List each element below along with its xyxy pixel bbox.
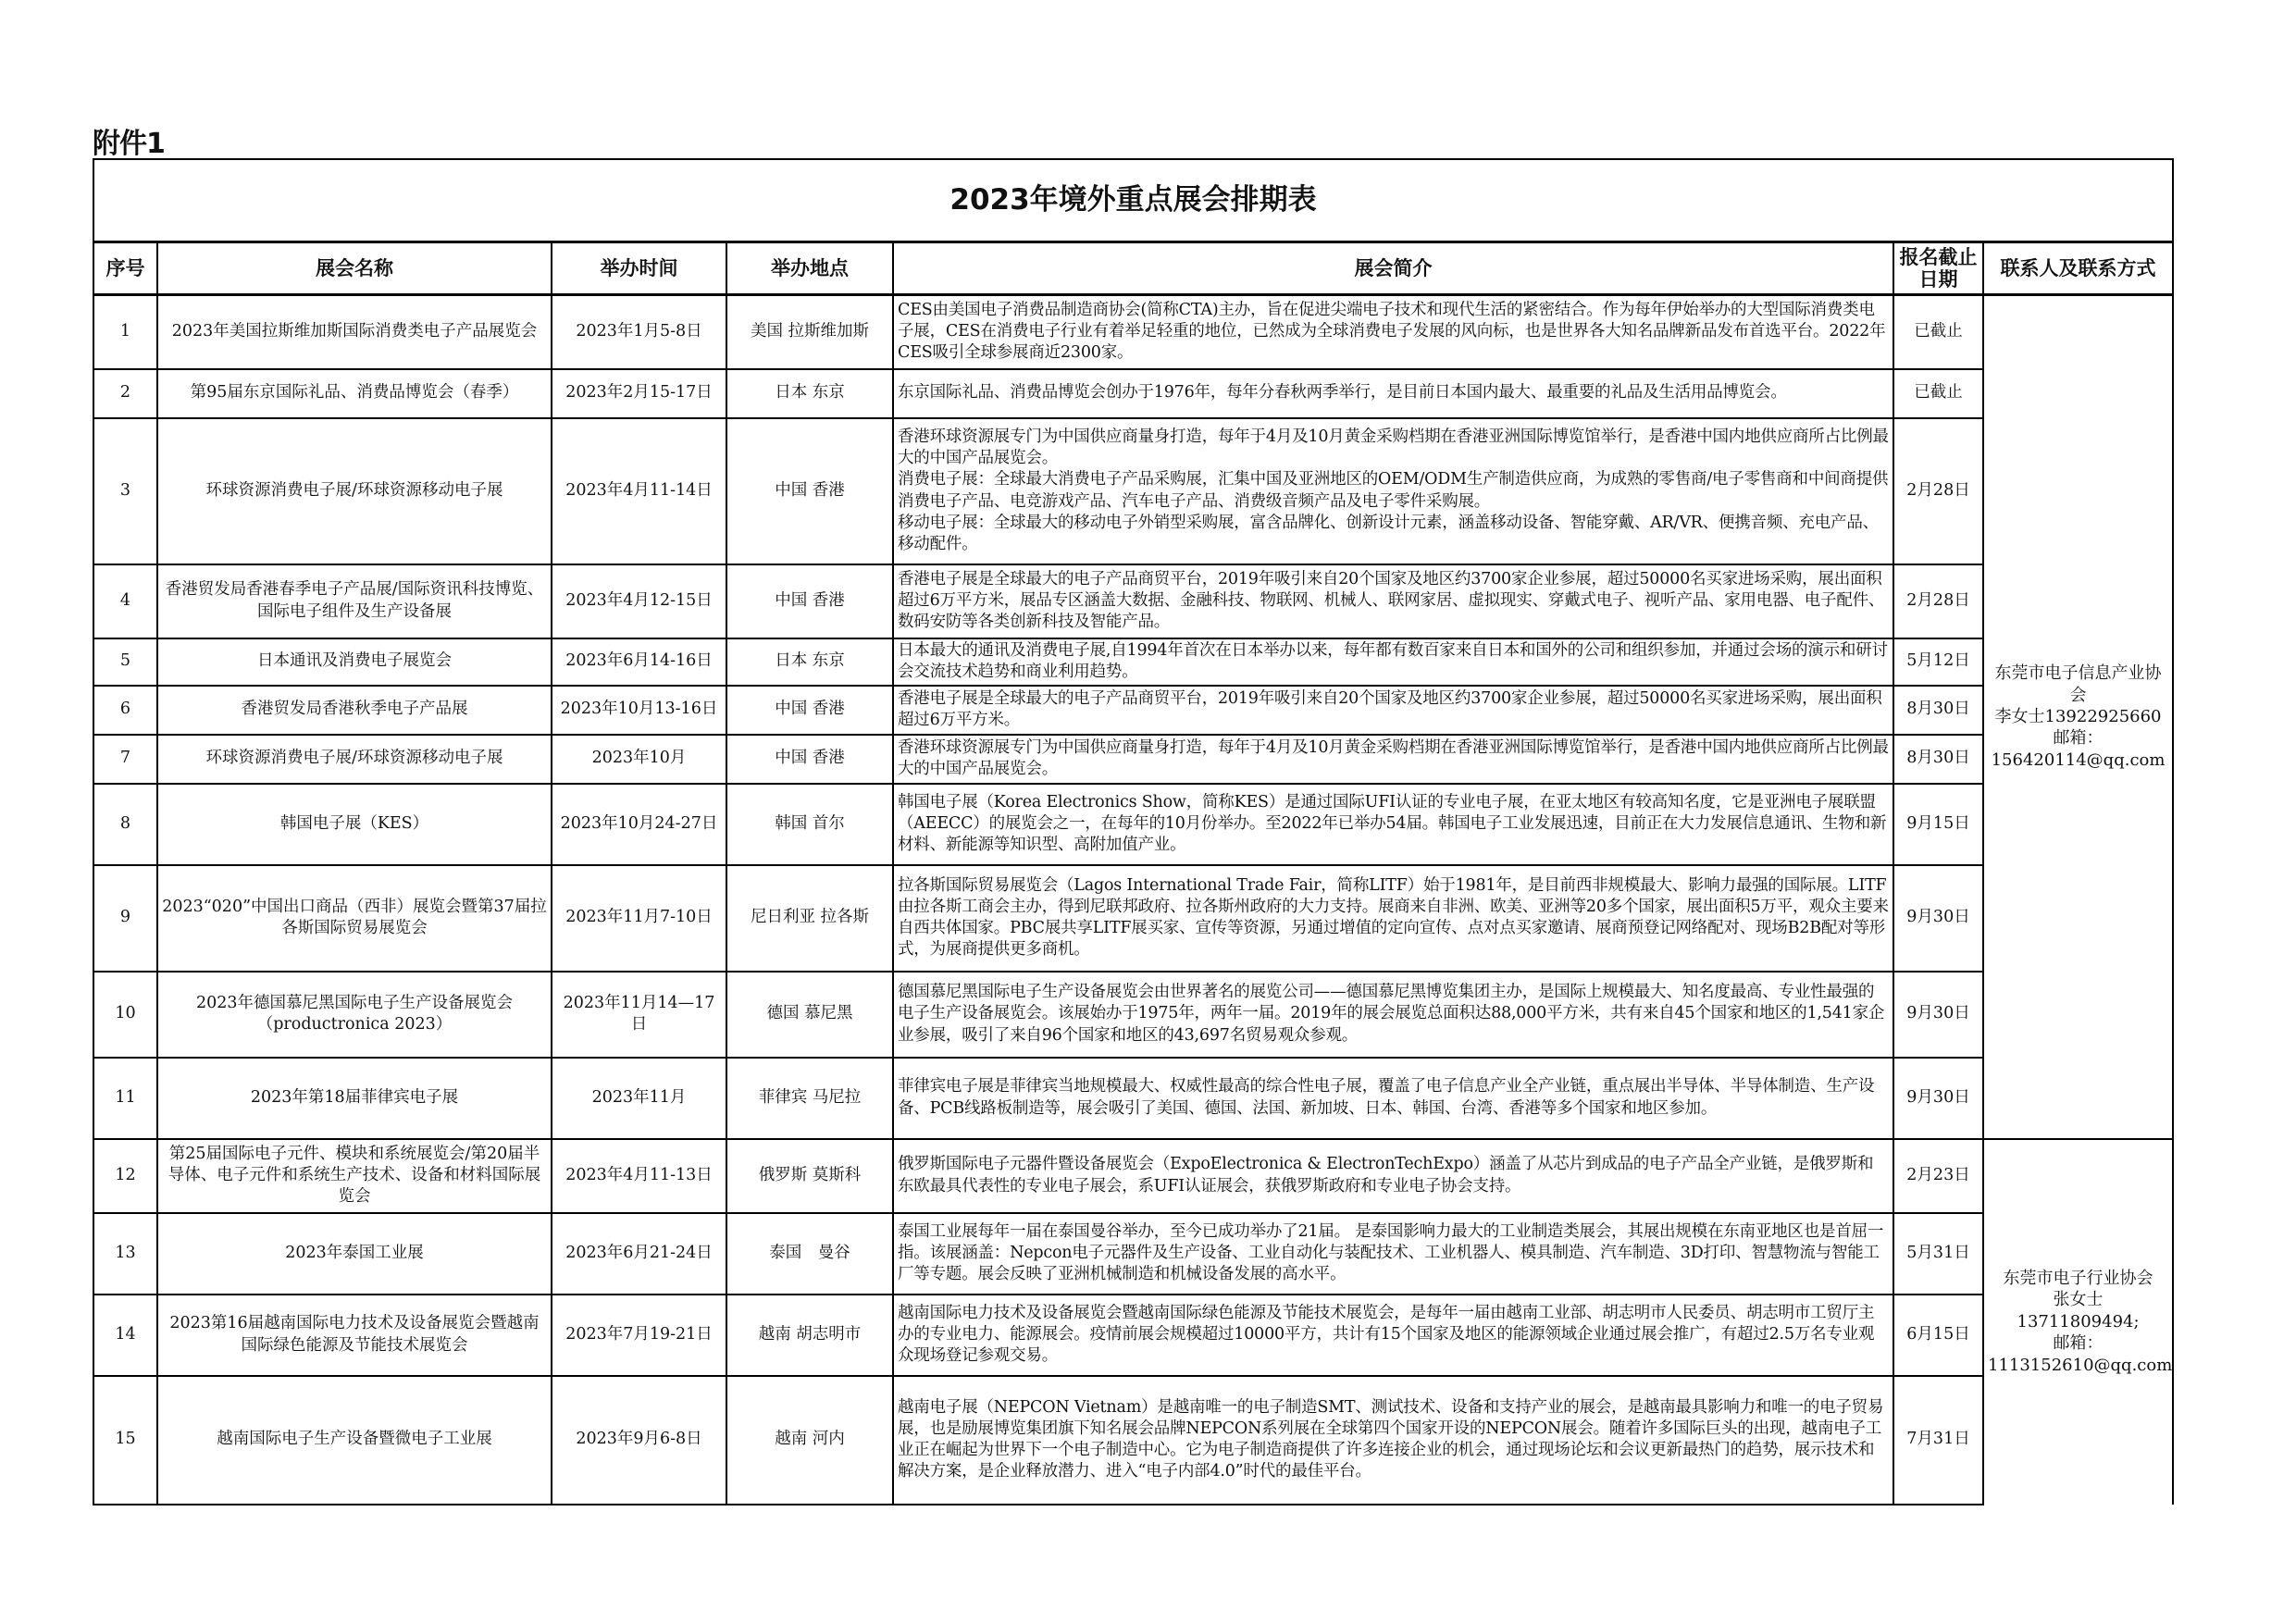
table-row [93, 369, 2173, 418]
time-cell: 2023年4月11-14日 [552, 418, 726, 564]
table-row [93, 865, 2173, 972]
seq-cell: 2 [93, 369, 157, 418]
exhibition-schedule-table [93, 158, 2174, 1505]
location-cell: 日本 东京 [726, 638, 893, 686]
contact-cell-2 [1983, 1139, 2173, 1505]
intro-cell: 越南电子展（NEPCON Vietnam）是越南唯一的电子制造SMT、测试技术、设备和支持产业的展会，是越南最具影响力和唯一的电子贸易展，也是励展博览集团旗下知名展会品牌NEPCON系列展在全球第四个国家开设的NEPCON展会。随着许多国际巨头的出现，越南电子工业正在崛起为世界下一个电子制造中心。它为电子制造商提供了许多连接企业的机会，通过现场论坛和会议更新最热门的趋势，展示技术和解决方案，是企业释放潜力、进入“电子内部4.0”时代的最佳平台。 [893, 1376, 1893, 1505]
intro-cell: 越南国际电力技术及设备展览会暨越南国际绿色能源及节能技术展览会，是每年一届由越南工业部、胡志明市人民委员、胡志明市工贸厅主办的专业电力、能源展会。疫情前展会规模超过10000平方，共计有15个国家及地区的能源领域企业通过展会推广，有超过2.5万名专业观众现场登记参观交易。 [893, 1295, 1893, 1376]
deadline-cell: 9月15日 [1893, 784, 1983, 865]
time-cell: 2023年2月15-17日 [552, 369, 726, 418]
attachment-label: 附件1 [93, 128, 165, 160]
seq-cell: 4 [93, 564, 157, 638]
deadline-cell: 8月30日 [1893, 686, 1983, 735]
title-row [93, 159, 2173, 242]
seq-cell: 3 [93, 418, 157, 564]
deadline-cell: 5月12日 [1893, 638, 1983, 686]
time-cell: 2023年11月14—17日 [552, 972, 726, 1058]
intro-cell: CES由美国电子消费品制造商协会(简称CTA)主办，旨在促进尖端电子技术和现代生活的紧密结合。作为每年伊始举办的大型国际消费类电子展，CES在消费电子行业有着举足轻重的地位，已然成为全球消费电子发展的风向标，也是世界各大知名品牌新品发布首选平台。2022年CES吸引全球参展商近2300家。 [893, 295, 1893, 369]
name-cell: 第95届东京国际礼品、消费品博览会（春季） [157, 369, 552, 418]
time-cell: 2023年10月 [552, 735, 726, 784]
name-cell: 环球资源消费电子展/环球资源移动电子展 [157, 735, 552, 784]
seq-cell: 1 [93, 295, 157, 369]
location-cell: 中国 香港 [726, 686, 893, 735]
intro-cell: 韩国电子展（Korea Electronics Show，简称KES）是通过国际UFI认证的专业电子展，在亚太地区有较高知名度，它是亚洲电子展联盟（AEECC）的展览会之一，在每年的10月份举办。至2022年已举办54届。韩国电子工业发展迅速，目前正在大力发展信息通讯、生物和新材料、新能源等知识型、高附加值产业。 [893, 784, 1893, 865]
location-cell: 中国 香港 [726, 564, 893, 638]
table-row [93, 686, 2173, 735]
header-row [93, 242, 2173, 295]
location-cell: 越南 河内 [726, 1376, 893, 1505]
location-cell: 菲律宾 马尼拉 [726, 1058, 893, 1139]
table-row [93, 1376, 2173, 1505]
name-cell: 2023第16届越南国际电力技术及设备展览会暨越南国际绿色能源及节能技术展览会 [157, 1295, 552, 1376]
seq-cell: 14 [93, 1295, 157, 1376]
intro-cell: 东京国际礼品、消费品博览会创办于1976年，每年分春秋两季举行，是目前日本国内最大、最重要的礼品及生活用品博览会。 [893, 369, 1893, 418]
seq-cell: 10 [93, 972, 157, 1058]
deadline-cell: 已截止 [1893, 295, 1983, 369]
table-row [93, 564, 2173, 638]
header-deadline: 报名截止日期 [1893, 242, 1983, 295]
time-cell: 2023年10月13-16日 [552, 686, 726, 735]
name-cell: 2023年美国拉斯维加斯国际消费类电子产品展览会 [157, 295, 552, 369]
header-time: 举办时间 [552, 242, 726, 295]
table-row [93, 1058, 2173, 1139]
contact-email: 156420114@qq.com [1991, 750, 2166, 770]
location-cell: 韩国 首尔 [726, 784, 893, 865]
seq-cell: 8 [93, 784, 157, 865]
intro-cell: 香港环球资源展专门为中国供应商量身打造，每年于4月及10月黄金采购档期在香港亚洲国际博览馆举行，是香港中国内地供应商所占比例最大的中国产品展览会。 [893, 735, 1893, 784]
contact-phone: 13711809494; [2017, 1311, 2140, 1332]
table-row [93, 1139, 2173, 1213]
table-row [93, 295, 2173, 369]
time-cell: 2023年6月14-16日 [552, 638, 726, 686]
intro-cell: 俄罗斯国际电子元器件暨设备展览会（ExpoElectronica & ElectronTechExpo）涵盖了从芯片到成品的电子产品全产业链，是俄罗斯和东欧最具代表性的专业电子展会，系UFI认证展会，获俄罗斯政府和专业电子协会支持。 [893, 1139, 1893, 1213]
table-row [93, 784, 2173, 865]
deadline-cell: 7月31日 [1893, 1376, 1983, 1505]
location-cell: 尼日利亚 拉各斯 [726, 865, 893, 972]
header-seq: 序号 [93, 242, 157, 295]
deadline-cell: 9月30日 [1893, 972, 1983, 1058]
intro-cell: 香港电子展是全球最大的电子产品商贸平台，2019年吸引来自20个国家及地区约3700家企业参展，超过50000名买家进场采购，展出面积超过6万平方米，展品专区涵盖大数据、金融科技、物联网、机械人、联网家居、虚拟现实、穿戴式电子、视听产品、家用电器、电子配件、数码安防等各类创新科技及智能产品。 [893, 564, 1893, 638]
deadline-cell: 2月28日 [1893, 418, 1983, 564]
name-cell: 2023年德国慕尼黑国际电子生产设备展览会（productronica 2023） [157, 972, 552, 1058]
table-title: 2023年境外重点展会排期表 [93, 159, 2173, 242]
time-cell: 2023年4月11-13日 [552, 1139, 726, 1213]
contact-org: 东莞市电子信息产业协会 [1994, 663, 2162, 705]
time-cell: 2023年7月19-21日 [552, 1295, 726, 1376]
name-cell: 2023年第18届菲律宾电子展 [157, 1058, 552, 1139]
intro-cell: 日本最大的通讯及消费电子展,自1994年首次在日本举办以来，每年都有数百家来自日本和国外的公司和组织参加，并通过会场的演示和研讨会交流技术趋势和商业利用趋势。 [893, 638, 1893, 686]
contact-person: 张女士 [2053, 1290, 2104, 1310]
deadline-cell: 5月31日 [1893, 1213, 1983, 1295]
name-cell: 韩国电子展（KES） [157, 784, 552, 865]
table-row [93, 418, 2173, 564]
seq-cell: 12 [93, 1139, 157, 1213]
deadline-cell: 6月15日 [1893, 1295, 1983, 1376]
name-cell: 2023年泰国工业展 [157, 1213, 552, 1295]
intro-paragraph: 消费电子展：全球最大消费电子产品采购展，汇集中国及亚洲地区的OEM/ODM生产制造供应商，为成熟的零售商/电子零售商和中间商提供消费电子产品、电竞游戏产品、汽车电子产品、消费级音频产品及电子零件采购展。 [898, 470, 1889, 511]
location-cell: 日本 东京 [726, 369, 893, 418]
seq-cell: 7 [93, 735, 157, 784]
seq-cell: 9 [93, 865, 157, 972]
deadline-cell: 2月28日 [1893, 564, 1983, 638]
name-cell: 香港贸发局香港春季电子产品展/国际资讯科技博览、国际电子组件及生产设备展 [157, 564, 552, 638]
name-cell: 环球资源消费电子展/环球资源移动电子展 [157, 418, 552, 564]
intro-cell: 菲律宾电子展是菲律宾当地规模最大、权威性最高的综合性电子展，覆盖了电子信息产业全产业链，重点展出半导体、半导体制造、生产设备、PCB线路板制造等，展会吸引了美国、德国、法国、新加坡、日本、韩国、台湾、香港等多个国家和地区参加。 [893, 1058, 1893, 1139]
table-row [93, 1213, 2173, 1295]
contact-email-label: 邮箱： [2053, 1333, 2104, 1354]
deadline-cell: 9月30日 [1893, 865, 1983, 972]
intro-paragraph: 香港环球资源展专门为中国供应商量身打造，每年于4月及10月黄金采购档期在香港亚洲国际博览馆举行，是香港中国内地供应商所占比例最大的中国产品展览会。 [898, 427, 1889, 468]
seq-cell: 11 [93, 1058, 157, 1139]
location-cell: 俄罗斯 莫斯科 [726, 1139, 893, 1213]
intro-cell [893, 418, 1893, 564]
contact-email: 1113152610@qq.com [1988, 1355, 2173, 1375]
table-row [93, 735, 2173, 784]
contact-org: 东莞市电子行业协会 [2003, 1269, 2153, 1289]
contact-email-label: 邮箱： [2053, 728, 2104, 749]
deadline-cell: 9月30日 [1893, 1058, 1983, 1139]
header-contact: 联系人及联系方式 [1983, 242, 2173, 295]
intro-paragraph: 移动电子展：全球最大的移动电子外销型采购展，富含品牌化、创新设计元素，涵盖移动设备、智能穿戴、AR/VR、便携音频、充电产品、移动配件。 [898, 513, 1879, 553]
location-cell: 中国 香港 [726, 735, 893, 784]
table-row [93, 972, 2173, 1058]
header-name: 展会名称 [157, 242, 552, 295]
time-cell: 2023年4月12-15日 [552, 564, 726, 638]
time-cell: 2023年9月6-8日 [552, 1376, 726, 1505]
table-row [93, 1295, 2173, 1376]
seq-cell: 13 [93, 1213, 157, 1295]
deadline-cell: 2月23日 [1893, 1139, 1983, 1213]
time-cell: 2023年6月21-24日 [552, 1213, 726, 1295]
seq-cell: 6 [93, 686, 157, 735]
intro-cell: 泰国工业展每年一届在泰国曼谷举办，至今已成功举办了21届。 是泰国影响力最大的工业制造类展会，其展出规模在东南亚地区也是首屈一指。该展涵盖：Nepcon电子元器件及生产设备、工业自动化与装配技术、工业机器人、模具制造、汽车制造、3D打印、智慧物流与智能工厂等专题。展会反映了亚洲机械制造和机械设备发展的高水平。 [893, 1213, 1893, 1295]
table-row [93, 638, 2173, 686]
location-cell: 德国 慕尼黑 [726, 972, 893, 1058]
deadline-cell: 8月30日 [1893, 735, 1983, 784]
seq-cell: 15 [93, 1376, 157, 1505]
header-intro: 展会简介 [893, 242, 1893, 295]
intro-cell: 香港电子展是全球最大的电子产品商贸平台，2019年吸引来自20个国家及地区约3700家企业参展，超过50000名买家进场采购，展出面积超过6万平方米。 [893, 686, 1893, 735]
time-cell: 2023年10月24-27日 [552, 784, 726, 865]
location-cell: 泰国 曼谷 [726, 1213, 893, 1295]
name-cell: 越南国际电子生产设备暨微电子工业展 [157, 1376, 552, 1505]
name-cell: 第25届国际电子元件、模块和系统展览会/第20届半导体、电子元件和系统生产技术、设备和材料国际展览会 [157, 1139, 552, 1213]
name-cell: 2023“020”中国出口商品（西非）展览会暨第37届拉各斯国际贸易展览会 [157, 865, 552, 972]
intro-cell: 德国慕尼黑国际电子生产设备展览会由世界著名的展览公司——德国慕尼黑博览集团主办，是国际上规模最大、知名度最高、专业性最强的电子生产设备展览会。该展始办于1975年，两年一届。2019年的展会展览总面积达88,000平方米，共有来自45个国家和地区的1,541家企业参展，吸引了来自96个国家和地区的43,697名贸易观众参观。 [893, 972, 1893, 1058]
time-cell: 2023年1月5-8日 [552, 295, 726, 369]
deadline-cell: 已截止 [1893, 369, 1983, 418]
location-cell: 美国 拉斯维加斯 [726, 295, 893, 369]
location-cell: 中国 香港 [726, 418, 893, 564]
time-cell: 2023年11月 [552, 1058, 726, 1139]
header-location: 举办地点 [726, 242, 893, 295]
contact-person: 李女士13922925660 [1994, 707, 2162, 727]
name-cell: 香港贸发局香港秋季电子产品展 [157, 686, 552, 735]
seq-cell: 5 [93, 638, 157, 686]
name-cell: 日本通讯及消费电子展览会 [157, 638, 552, 686]
location-cell: 越南 胡志明市 [726, 1295, 893, 1376]
contact-cell-1 [1983, 295, 2173, 1139]
intro-cell: 拉各斯国际贸易展览会（Lagos International Trade Fair，简称LITF）始于1981年，是目前西非规模最大、影响力最强的国际展。LITF由拉各斯工商会主办，得到尼联邦政府、拉各斯州政府的大力支持。展商来自非洲、欧美、亚洲等20多个国家，展出面积5万平，观众主要来自西共体国家。PBC展共享LITF展买家、宣传等资源，另通过增值的定向宣传、点对点买家邀请、展商预登记网络配对、现场B2B配对等形式，为展商提供更多商机。 [893, 865, 1893, 972]
time-cell: 2023年11月7-10日 [552, 865, 726, 972]
